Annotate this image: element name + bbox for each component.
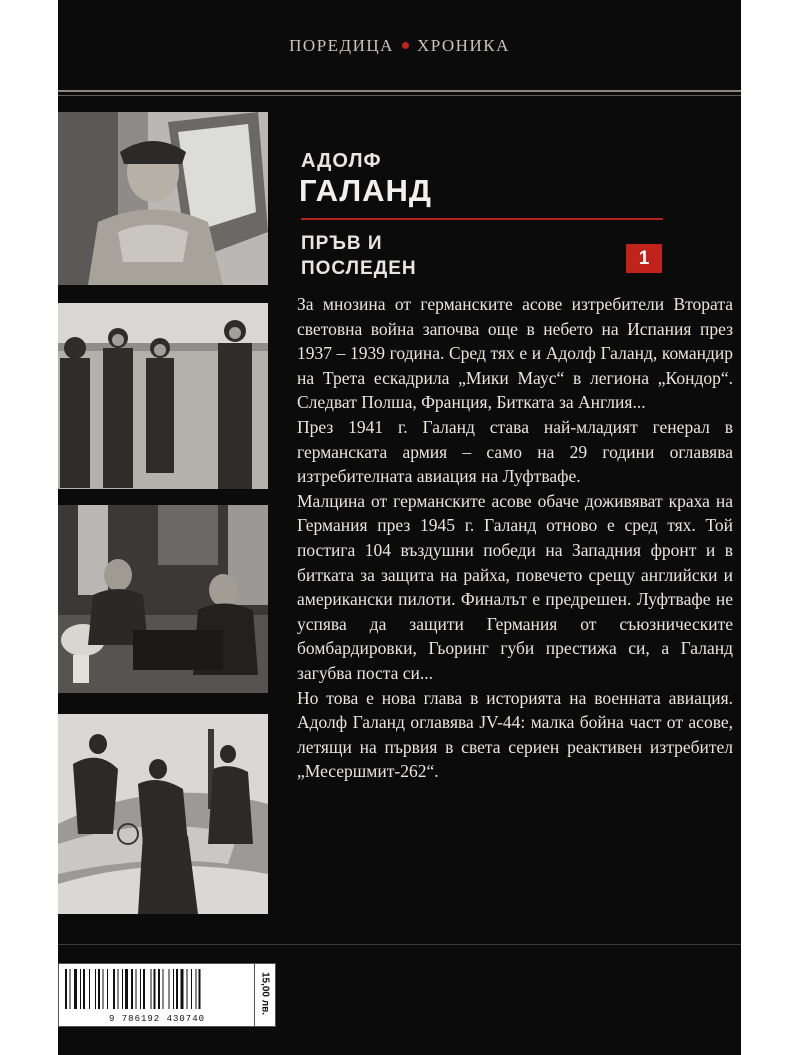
barcode-bar: [163, 969, 164, 1009]
title-divider: [301, 218, 663, 220]
barcode-bar: [107, 969, 108, 1009]
top-divider-thin: [58, 95, 741, 96]
series-name: ПОРЕДИЦА: [289, 36, 394, 55]
isbn-number: 9 786192 430740: [108, 1014, 205, 1024]
barcode-bar: [122, 969, 123, 1009]
barcode: [58, 963, 256, 1027]
book-title-line2: ПОСЛЕДЕН: [301, 258, 417, 279]
photo-plane-ground-crew: [58, 714, 268, 914]
series-label: [58, 36, 741, 56]
barcode-bar: [181, 969, 184, 1009]
author-last-name: ГАЛАНД: [299, 173, 432, 208]
barcode-bar: [140, 969, 141, 1009]
barcode-bars: [65, 969, 249, 1009]
barcode-bar: [173, 969, 174, 1009]
barcode-bar: [151, 969, 152, 1009]
barcode-bar: [65, 969, 67, 1009]
barcode-bar: [187, 969, 188, 1009]
barcode-bar: [143, 969, 145, 1009]
volume-badge: 1: [626, 244, 662, 273]
price-label: 15,00 лв.: [259, 971, 271, 1016]
barcode-bar: [199, 969, 201, 1009]
book-back-cover: [58, 0, 741, 1055]
barcode-bar: [176, 969, 178, 1009]
barcode-bar: [136, 969, 137, 1009]
photo-officers-airfield: [58, 303, 268, 489]
book-title-line1: ПРЪВ И: [301, 233, 383, 254]
series-subname: ХРОНИКА: [416, 36, 510, 55]
barcode-bar: [131, 969, 133, 1009]
barcode-bar: [74, 969, 77, 1009]
barcode-bar: [89, 969, 90, 1009]
barcode-bar: [80, 969, 81, 1009]
barcode-bar: [169, 969, 170, 1009]
blurb-paragraph-2: През 1941 г. Галанд става най-младият генерал в германската армия – само на 29 години оглавява изтребителната авиация на Луфтвафе.: [297, 416, 733, 487]
bottom-divider: [58, 944, 741, 945]
barcode-bar: [125, 969, 128, 1009]
author-first-name: АДОЛФ: [301, 150, 382, 172]
red-dot-icon: [402, 42, 409, 49]
price-sticker: [254, 963, 276, 1027]
barcode-bar: [158, 969, 160, 1009]
blurb-paragraph-3: Малцина от германските асове обаче доживяват краха на Германия през 1945 г. Галанд отново е сред тях. Той постига 104 въздушни победи на Западния фронт и в битката за защита на райха, повечето срещу английски и американски пилоти. Финалът е предрешен. Луфтвафе не успява да защити Германия от съюзническите бомбардировки, Гьоринг губи престижа си, а Галанд загубва поста си...: [297, 490, 733, 683]
barcode-bar: [70, 969, 71, 1009]
photo-meeting-interior: [58, 505, 268, 693]
barcode-bar: [95, 969, 96, 1009]
blurb: [297, 292, 733, 784]
blurb-paragraph-4: Но това е нова глава в историята на военната авиация. Адолф Галанд оглавява JV-44: малка бойна част от асове, летящи на първия в света сериен реактивен изтребител „Месершмит-262“.: [297, 687, 733, 782]
barcode-bar: [103, 969, 104, 1009]
barcode-bar: [98, 969, 100, 1009]
barcode-bar: [83, 969, 85, 1009]
blurb-paragraph-1: За мнозина от германските асове изтребители Втората световна война започва още в небето на Испания през 1937 – 1939 година. Сред тях е и Адолф Галанд, командир на Трета ескадрила „Мики Маус“ в легиона „Кондор“. Следват Полша, Франция, Битката за Англия...: [297, 294, 733, 413]
barcode-bar: [196, 969, 197, 1009]
photo-pilot-cockpit: [58, 112, 268, 285]
barcode-bar: [154, 969, 156, 1009]
barcode-bar: [191, 969, 192, 1009]
barcode-bar: [118, 969, 119, 1009]
top-divider: [58, 90, 741, 92]
barcode-bar: [113, 969, 115, 1009]
